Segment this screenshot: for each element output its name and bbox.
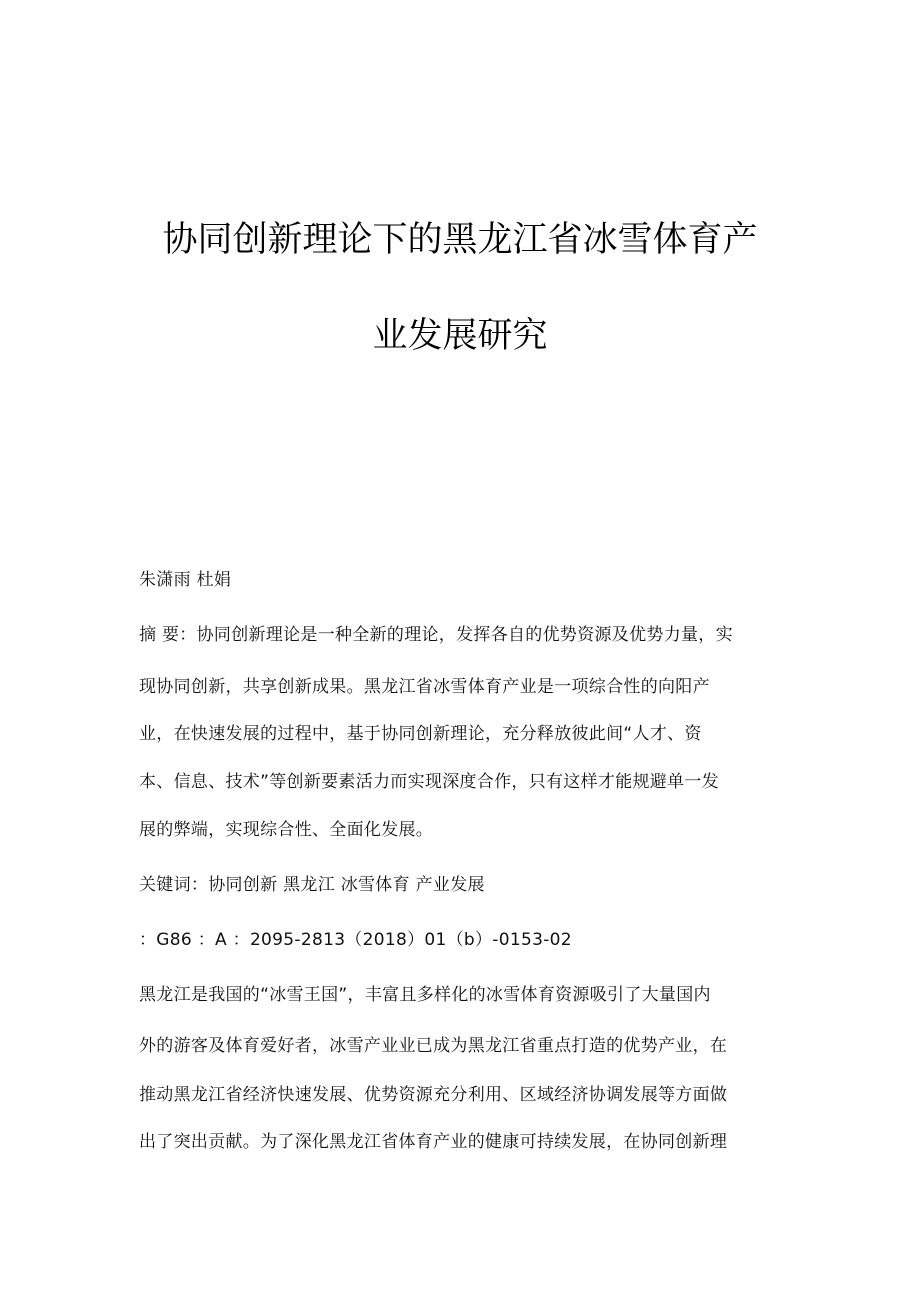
document-title-line-2: 业发展研究	[372, 316, 548, 356]
abstract-line: 本、信息、技术”等创新要素活力而实现深度合作，只有这样才能规避单一发	[139, 772, 720, 792]
abstract-line: 摘 要：协同创新理论是一种全新的理论，发挥各自的优势资源及优势力量，实	[139, 625, 733, 645]
keywords: 关键词：协同创新 黑龙江 冰雪体育 产业发展	[139, 875, 485, 895]
body-line: 黑龙江是我国的“冰雪王国”，丰富且多样化的冰雪体育资源吸引了大量国内	[139, 985, 711, 1005]
body-line: 出了突出贡献。为了深化黑龙江省体育产业的健康可持续发展，在协同创新理	[139, 1132, 728, 1152]
document-title-line-1: 协同创新理论下的黑龙江省冰雪体育产	[162, 220, 758, 260]
abstract-line: 业，在快速发展的过程中，基于协同创新理论，充分释放彼此间“人才、资	[139, 724, 702, 744]
abstract-line: 展的弊端，实现综合性、全面化发展。	[139, 820, 434, 840]
abstract-line: 现协同创新，共享创新成果。黑龙江省冰雪体育产业是一项综合性的向阳产	[139, 677, 710, 697]
authors: 朱潇雨 杜娟	[139, 570, 232, 590]
body-line: 外的游客及体育爱好者，冰雪产业业已成为黑龙江省重点打造的优势产业，在	[139, 1036, 728, 1056]
body-line: 推动黑龙江省经济快速发展、优势资源充分利用、区域经济协调发展等方面做	[139, 1085, 728, 1105]
classification-code: ：G86 ：A ：2095-2813（2018）01（b）-0153-02	[139, 930, 572, 950]
